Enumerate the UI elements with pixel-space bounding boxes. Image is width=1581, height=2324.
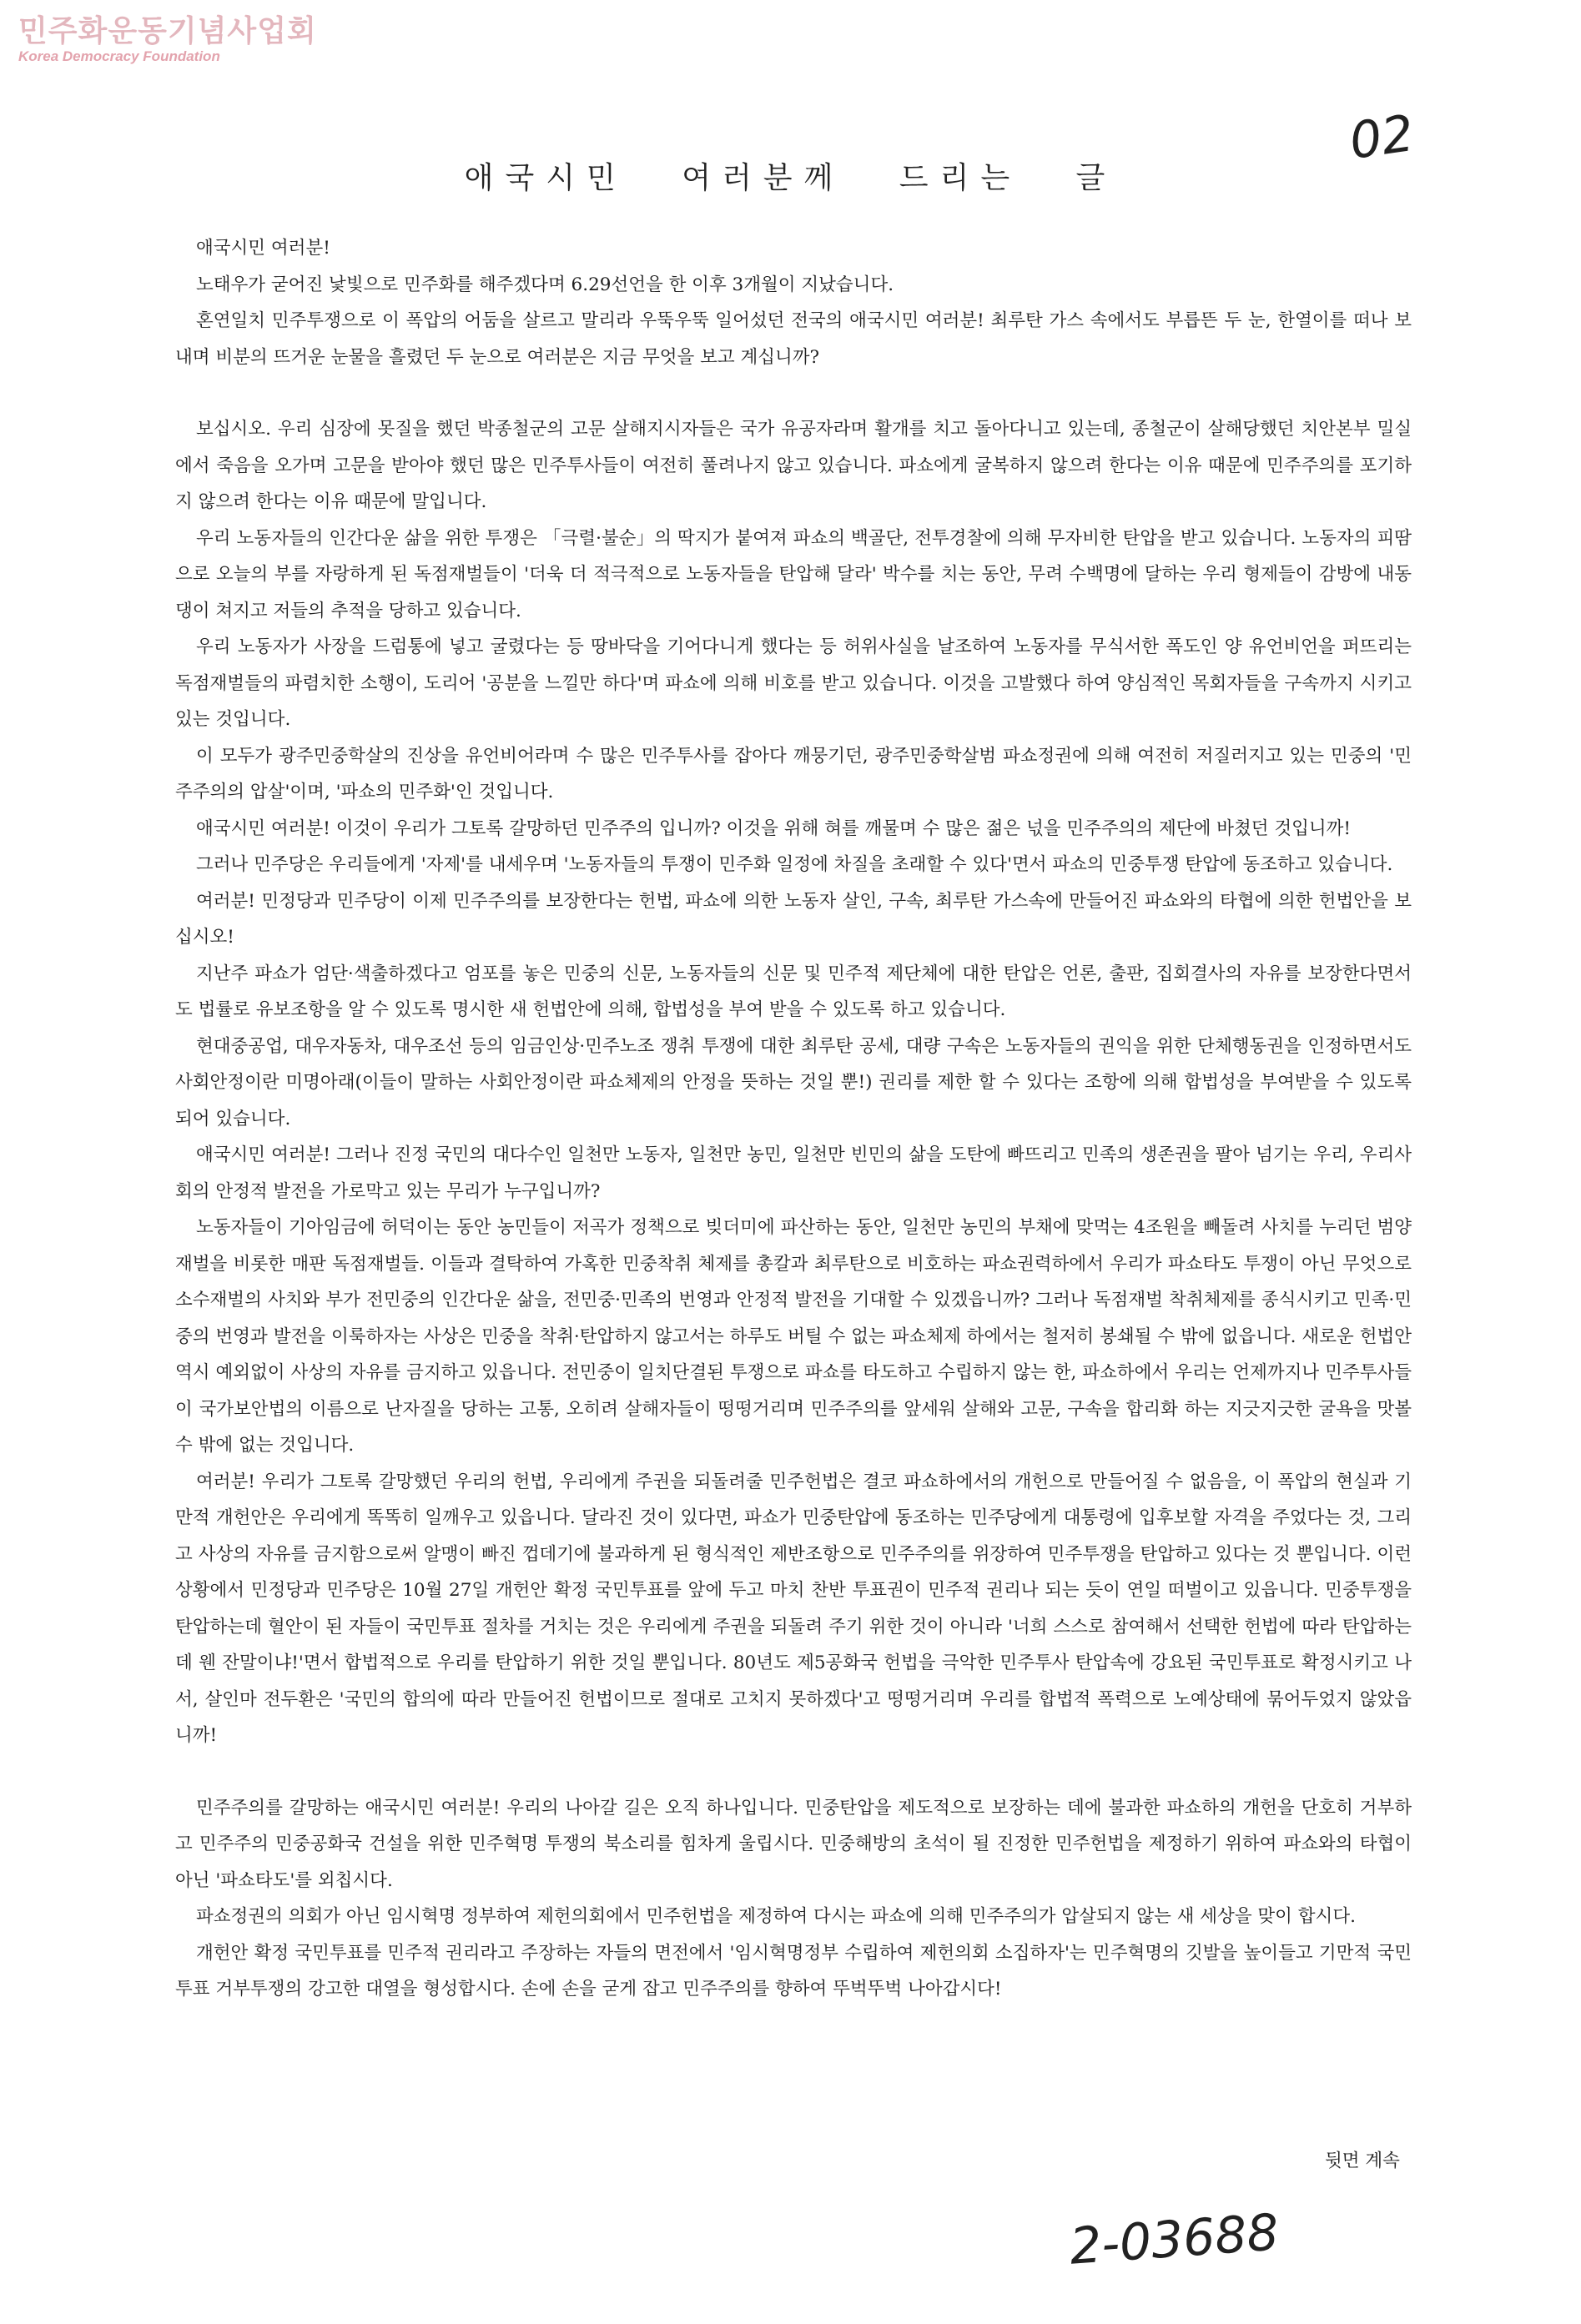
paragraph: 그러나 민주당은 우리들에게 '자제'를 내세우며 '노동자들의 투쟁이 민주화 일정에 차질을 초래할 수 있다'면서 파쇼의 민중투쟁 탄압에 동조하고 있습니다. — [196, 854, 1393, 875]
document-body — [175, 230, 1412, 2008]
paragraph: 여러분! 민정당과 민주당이 이제 민주주의를 보장한다는 헌법, 파쇼에 의한 노동자 살인, 구속, 최루탄 가스속에 만들어진 파쇼와의 타협에 의한 헌법안을 보십시오! — [175, 890, 1412, 948]
paragraph: 혼연일치 민주투쟁으로 이 폭압의 어둠을 살르고 말리라 우뚝우뚝 일어섰던 전국의 애국시민 여러분! 최루탄 가스 속에서도 부릅뜬 두 눈, 한열이를 떠나 보내며 비분의 뜨거운 눈물을 흘렸던 두 눈으로 여러분은 지금 무엇을 보고 계십니까? — [175, 310, 1412, 368]
paragraph: 개헌안 확정 국민투표를 민주적 권리라고 주장하는 자들의 면전에서 '임시혁명정부 수립하여 제헌의회 소집하자'는 민주혁명의 깃발을 높이들고 기만적 국민투표 거부투쟁의 강고한 대열을 형성합시다. 손에 손을 굳게 잡고 민주주의를 향하여 뚜벅뚜벅 나아갑시다! — [175, 1942, 1412, 2000]
paragraph: 노태우가 굳어진 낯빛으로 민주화를 해주겠다며 6.29선언을 한 이후 3개월이 지났습니다. — [196, 274, 894, 295]
watermark-english-name: Korea Democracy Foundation — [18, 48, 220, 64]
paragraph: 애국시민 여러분! 이것이 우리가 그토록 갈망하던 민주주의 입니까? 이것을 위해 혀를 깨물며 수 많은 젊은 넋을 민주주의의 제단에 바쳤던 것입니까! — [196, 817, 1352, 839]
paragraph: 민주주의를 갈망하는 애국시민 여러분! 우리의 나아갈 길은 오직 하나입니다. 민중탄압을 제도적으로 보장하는 데에 불과한 파쇼하의 개헌을 단호히 거부하고 민주주의 민중공화국 건설을 위한 민주혁명 투쟁의 북소리를 힘차게 울립시다. 민중해방의 초석이 될 진정한 민주헌법을 제정하기 위하여 파쇼와의 타협이 아닌 '파쇼타도'를 외칩시다. — [175, 1797, 1412, 1891]
paragraph: 파쇼정권의 의회가 아닌 임시혁명 정부하여 제헌의회에서 민주헌법을 제정하여 다시는 파쇼에 의해 민주주의가 압살되지 않는 새 세상을 맞이 합시다. — [196, 1906, 1356, 1927]
paragraph: 지난주 파쇼가 엄단·색출하겠다고 엄포를 놓은 민중의 신문, 노동자들의 신문 및 민주적 제단체에 대한 탄압은 언론, 출판, 집회결사의 자유를 보장한다면서도 법률로 유보조항을 알 수 있도록 명시한 새 헌법안에 의해, 합법성을 부여 받을 수 있도록 하고 있습니다. — [175, 963, 1412, 1020]
paragraph: 애국시민 여러분! 그러나 진정 국민의 대다수인 일천만 노동자, 일천만 농민, 일천만 빈민의 삶을 도탄에 빠뜨리고 민족의 생존권을 팔아 넘기는 우리, 우리사회의 안정적 발전을 가로막고 있는 무리가 누구입니까? — [175, 1144, 1412, 1202]
paragraph: 현대중공업, 대우자동차, 대우조선 등의 임금인상·민주노조 쟁취 투쟁에 대한 최루탄 공세, 대량 구속은 노동자들의 권익을 위한 단체행동권을 인정하면서도 사회안정이란 미명아래(이들이 말하는 사회안정이란 파쇼체제의 안정을 뜻하는 것일 뿐!) 권리를 제한 할 수 있다는 조항에 의해 합법성을 부여받을 수 있도록 되어 있습니다. — [175, 1035, 1412, 1129]
handwritten-document-number: 2-03688 — [1067, 2203, 1281, 2276]
paragraph: 여러분! 우리가 그토록 갈망했던 우리의 헌법, 우리에게 주권을 되돌려줄 민주헌법은 결코 파쇼하에서의 개헌으로 만들어질 수 없음을, 이 폭압의 현실과 기만적 개헌안은 우리에게 똑똑히 일깨우고 있읍니다. 달라진 것이 있다면, 파쇼가 민중탄압에 동조하는 민주당에게 대통령에 입후보할 자격을 주었다는 것, 그리고 사상의 자유를 금지함으로써 알맹이 빠진 껍데기에 불과하게 된 형식적인 제반조항으로 민주주의를 위장하여 민주투쟁을 탄압하고 있다는 것 뿐입니다. 이런 상황에서 민정당과 민주당은 10월 27일 개헌안 확정 국민투표를 앞에 두고 마치 찬반 투표권이 민주적 권리나 되는 듯이 연일 떠벌이고 있읍니다. 민중투쟁을 탄압하는데 혈안이 된 자들이 국민투표 절차를 거치는 것은 우리에게 주권을 되돌려 주기 위한 것이 아니라 '너희 스스로 참여해서 선택한 헌법에 따라 탄압하는데 웬 잔말이냐!'면서 합법적으로 우리를 탄압하기 위한 것일 뿐입니다. 80년도 제5공화국 헌법을 극악한 민주투사 탄압속에 강요된 국민투표로 확정시키고 나서, 살인마 전두환은 '국민의 합의에 따라 만들어진 헌법이므로 절대로 고치지 못하겠다'고 떵떵거리며 우리를 합법적 폭력으로 노예상태에 묶어두었지 않았읍니까! — [175, 1471, 1412, 1746]
paragraph-salutation: 애국시민 여러분! — [196, 238, 330, 259]
continued-note: 뒷면 계속 — [1325, 2150, 1400, 2171]
paragraph: 보십시오. 우리 심장에 못질을 했던 박종철군의 고문 살해지시자들은 국가 유공자라며 활개를 치고 돌아다니고 있는데, 종철군이 살해당했던 치안본부 밀실에서 죽음을 오가며 고문을 받아야 했던 많은 민주투사들이 여전히 풀려나지 않고 있습니다. 파쇼에게 굴복하지 않으려 한다는 이유 때문에 민주주의를 포기하지 않으려 한다는 이유 때문에 말입니다. — [175, 419, 1412, 512]
foundation-watermark — [18, 15, 317, 65]
document-title: 애국시민 여러분께 드리는 글 — [464, 161, 1117, 195]
watermark-korean-name: 민주화운동기념사업회 — [18, 14, 317, 48]
paragraph: 우리 노동자들의 인간다운 삶을 위한 투쟁은 「극렬·불순」의 딱지가 붙여져 파쇼의 백골단, 전투경찰에 의해 무자비한 탄압을 받고 있습니다. 노동자의 피땀으로 오늘의 부를 자랑하게 된 독점재벌들이 '더욱 더 적극적으로 노동자들을 탄압해 달라' 박수를 치는 동안, 무려 수백명에 달하는 우리 형제들이 감방에 내동댕이 쳐지고 저들의 추적을 당하고 있습니다. — [175, 527, 1412, 621]
paragraph: 노동자들이 기아임금에 허덕이는 동안 농민들이 저곡가 정책으로 빚더미에 파산하는 동안, 일천만 농민의 부채에 맞먹는 4조원을 빼돌려 사치를 누리던 범양재벌을 비롯한 매판 독점재벌들. 이들과 결탁하여 가혹한 민중착취 체제를 총칼과 최루탄으로 비호하는 파쇼권력하에서 우리가 파쇼타도 투쟁이 아닌 무엇으로 소수재벌의 사치와 부가 전민중의 인간다운 삶을, 전민중·민족의 번영과 안정적 발전을 기대할 수 있겠읍니까? 그러나 독점재벌 착취체제를 종식시키고 민족·민중의 번영과 발전을 이룩하자는 사상은 민중을 착취·탄압하지 않고서는 하루도 버틸 수 없는 파쇼체제 하에서는 철저히 봉쇄될 수 밖에 없읍니다. 새로운 헌법안 역시 예외없이 사상의 자유를 금지하고 있읍니다. 전민중이 일치단결된 투쟁으로 파쇼를 타도하고 수립하지 않는 한, 파쇼하에서 우리는 언제까지나 민주투사들이 국가보안법의 이름으로 난자질을 당하는 고통, 오히려 살해자들이 떵떵거리며 민주주의를 앞세워 살해와 고문, 구속을 합리화 하는 지긋지긋한 굴욕을 맛볼 수 밖에 없는 것입니다. — [175, 1217, 1412, 1456]
handwritten-page-mark: 02 — [1346, 104, 1417, 171]
paragraph: 이 모두가 광주민중학살의 진상을 유언비어라며 수 많은 민주투사를 잡아다 깨뭉기던, 광주민중학살범 파쇼정권에 의해 여전히 저질러지고 있는 민중의 '민주주의의 압살'이며, '파쇼의 민주화'인 것입니다. — [175, 745, 1412, 802]
paragraph: 우리 노동자가 사장을 드럼통에 넣고 굴렸다는 등 땅바닥을 기어다니게 했다는 등 허위사실을 날조하여 노동자를 무식서한 폭도인 양 유언비언을 퍼뜨리는 독점재벌들의 파렴치한 소행이, 도리어 '공분을 느낄만 하다'며 파쇼에 의해 비호를 받고 있습니다. 이것을 고발했다 하여 양심적인 목회자들을 구속까지 시키고 있는 것입니다. — [175, 636, 1412, 730]
